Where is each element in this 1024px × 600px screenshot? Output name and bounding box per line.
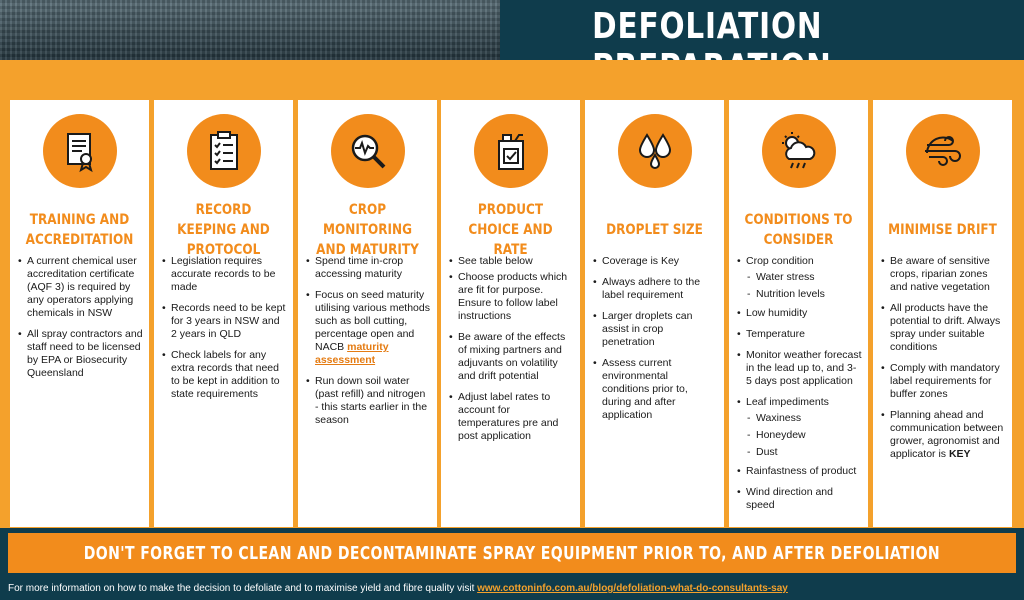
list-item: • Be aware of the effects of mixing partners and adjuvants on volatility and drift potential xyxy=(449,331,574,383)
card-training xyxy=(10,100,149,527)
card-product-choice xyxy=(441,100,580,527)
card-list xyxy=(737,255,862,520)
list-item: • Always adhere to the label requirement xyxy=(593,276,718,302)
list-item: • A current chemical user accreditation certificate (AQF 3) is required by any operators applying chemicals in NSW xyxy=(18,255,143,320)
list-item xyxy=(306,289,431,367)
page-title: DEFOLIATION xyxy=(592,6,823,47)
list-item-text: Focus on seed maturity utilising various methods such as boll cutting, percentage open and NACB xyxy=(315,289,430,353)
header-band xyxy=(500,0,1024,60)
banner-text: DON'T FORGET TO CLEAN AND DECONTAMINATE SPRAY EQUIPMENT PRIOR TO, AND AFTER DEFOLIATION xyxy=(83,542,941,564)
card-title: DROPLET SIZE xyxy=(606,222,703,238)
clipboard-checklist-icon xyxy=(187,114,261,188)
header-photo xyxy=(0,0,500,60)
card-droplet-size xyxy=(585,100,724,527)
card-title: RECORD KEEPING AND PROTOCOL xyxy=(177,202,270,258)
list-subitem: - Dust xyxy=(747,446,862,459)
list-item: • Run down soil water (past refill) and nitrogen - this starts earlier in the season xyxy=(306,375,431,427)
list-item: • Choose products which are fit for purpose. Ensure to follow label instructions xyxy=(449,271,574,323)
list-subitem: - Honeydew xyxy=(747,429,862,442)
list-item: • Comply with mandatory label requirements for buffer zones xyxy=(881,362,1006,401)
card-list xyxy=(593,255,718,430)
card-record-keeping xyxy=(154,100,293,527)
list-item: • Larger droplets can assist in crop penetration xyxy=(593,310,718,349)
list-item: • Coverage is Key xyxy=(593,255,718,268)
list-item: • All spray contractors and staff need to be licensed by EPA or Biosecurity Queensland xyxy=(18,328,143,380)
certificate-icon xyxy=(43,114,117,188)
list-item: • Wind direction and speed xyxy=(737,486,862,512)
weather-sun-cloud-rain-icon xyxy=(762,114,836,188)
list-item: • Assess current environmental conditions prior to, during and after application xyxy=(593,357,718,422)
list-item: • Crop condition xyxy=(737,255,862,268)
list-item: • Monitor weather forecast in the lead up to, and 3-5 days post application xyxy=(737,349,862,388)
card-minimise-drift xyxy=(873,100,1012,527)
card-list xyxy=(449,255,574,451)
key-word: KEY xyxy=(948,448,971,460)
card-title: CROP MONITORING AND MATURITY xyxy=(316,202,419,258)
card-title: CONDITIONS TO CONSIDER xyxy=(744,212,853,248)
card-crop-monitoring xyxy=(298,100,437,527)
list-item: • Temperature xyxy=(737,328,862,341)
card-list xyxy=(306,255,431,435)
list-item: • Rainfastness of product xyxy=(737,465,862,478)
list-subitem: - Water stress xyxy=(747,271,862,284)
footer xyxy=(8,580,1018,598)
card-list xyxy=(162,255,287,409)
list-item: • Check labels for any extra records that need to be kept in addition to state requirements xyxy=(162,349,287,401)
card-title: TRAINING AND ACCREDITATION xyxy=(25,212,134,248)
chemical-container-icon xyxy=(474,114,548,188)
list-item: • Spend time in-crop accessing maturity xyxy=(306,255,431,281)
list-subitem: - Waxiness xyxy=(747,412,862,425)
card-list xyxy=(881,255,1006,469)
list-item: • Adjust label rates to account for temperatures pre and post application xyxy=(449,391,574,443)
card-conditions xyxy=(729,100,868,527)
list-item: • Be aware of sensitive crops, riparian zones and native vegetation xyxy=(881,255,1006,294)
list-item: • Low humidity xyxy=(737,307,862,320)
cleaning-reminder-banner xyxy=(8,533,1016,573)
list-item-text: Planning ahead and communication between grower, agronomist and applicator is xyxy=(890,409,1004,460)
list-item: • Legislation requires accurate records to be made xyxy=(162,255,287,294)
wind-gust-icon xyxy=(906,114,980,188)
card-title: PRODUCT CHOICE AND RATE xyxy=(468,202,553,258)
list-item: • Records need to be kept for 3 years in NSW and 2 years in QLD xyxy=(162,302,287,341)
list-item: • See table below xyxy=(449,255,574,268)
droplets-icon xyxy=(618,114,692,188)
list-item xyxy=(881,409,1006,461)
card-title: MINIMISE DRIFT xyxy=(888,222,997,238)
magnifier-heartbeat-icon xyxy=(331,114,405,188)
footer-text: For more information on how to make the decision to defoliate and to maximise yield and fibre quality visit xyxy=(8,583,475,594)
footer-link[interactable]: www.cottoninfo.com.au/blog/defoliation-what-do-consultants-say xyxy=(477,583,788,594)
list-item: • Leaf impediments xyxy=(737,396,862,409)
card-list xyxy=(18,255,143,388)
list-item: • All products have the potential to drift. Always spray under suitable conditions xyxy=(881,302,1006,354)
list-subitem: - Nutrition levels xyxy=(747,288,862,301)
maturity-assessment-link[interactable]: maturity assessment xyxy=(315,341,389,366)
